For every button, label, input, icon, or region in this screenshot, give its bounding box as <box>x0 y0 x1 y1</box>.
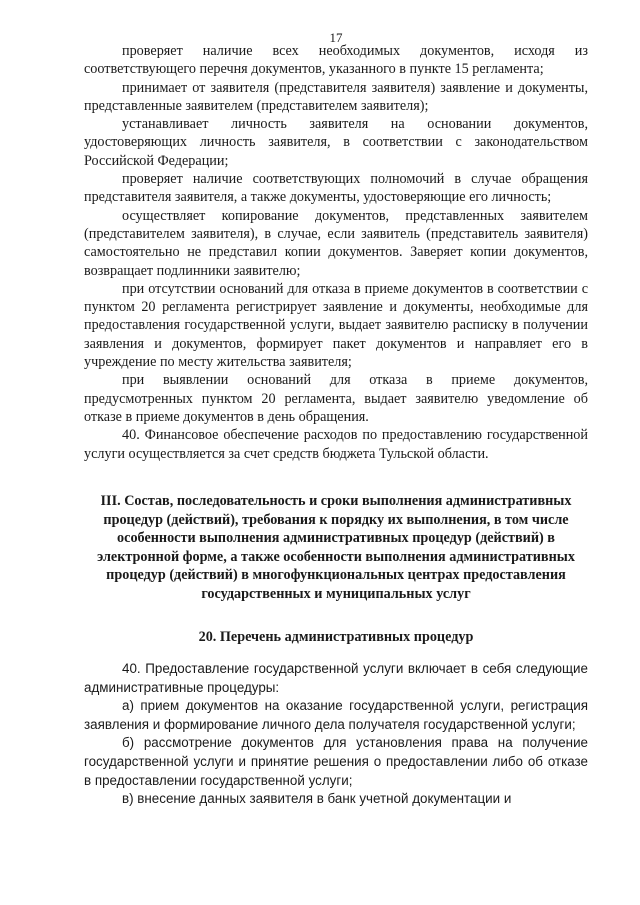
paragraph-register-application: при отсутствии оснований для отказа в приеме документов в соответствии с пунктом 20 регламента регистрирует заявление и документы, необходимые для предоставления государственной услуги, выдает заявителю расписку в получении заявления и документов, формирует пакет документов и направляет его в учреждение по месту жительства заявителя; <box>84 280 588 371</box>
body-text <box>84 42 588 463</box>
paragraph-identify-applicant: устанавливает личность заявителя на основании документов, удостоверяющих личность заявителя, в соответствии с законодательством Российской Федерации; <box>84 116 588 169</box>
paragraph-accept-application: принимает от заявителя (представителя заявителя) заявление и документы, представленные заявителем (представителем заявителя); <box>84 79 588 114</box>
sub-heading: 20. Перечень административных процедур <box>198 629 474 645</box>
paragraph-check-authority: проверяет наличие соответствующих полномочий в случае обращения представителя заявителя, а также документы, удостоверяющие его личность; <box>84 171 588 206</box>
paragraph-refusal-notice: при выявлении оснований для отказа в приеме документов, предусмотренных пунктом 20 регламента, выдает заявителю уведомление об отказе в приеме документов в день обращения. <box>84 372 588 425</box>
procedure-item-a: а) прием документов на оказание государственной услуги, регистрация заявления и формирование личного дела получателя государственной услуги; <box>84 698 588 732</box>
paragraph-check-documents: проверяет наличие всех необходимых документов, исходя из соответствующего перечня документов, указанного в пункте 15 регламента; <box>84 43 588 78</box>
page-number: 17 <box>329 30 343 45</box>
procedures-list <box>84 660 588 809</box>
paragraph-financing: 40. Финансовое обеспечение расходов по предоставлению государственной услуги осуществляется за счет средств бюджета Тульской области. <box>84 427 588 462</box>
procedure-item-v: в) внесение данных заявителя в банк учетной документации и <box>122 791 512 807</box>
paragraph-copy-documents: осуществляет копирование документов, представленных заявителем (представителем заявителя), в случае, если заявитель (представитель заявителя) самостоятельно не представил копии документов. Заверяет копии документов, возвращает подлинники заявителю; <box>84 207 588 279</box>
section-heading: III. Состав, последовательность и сроки выполнения административных процедур (действий), требования к порядку их выполнения, в том числе особенности выполнения административных процедур (действий) в электронной форме, а также особенности выполнения административных процедур (действий) в многофункциональных центрах предоставления государственных и муниципальных услуг <box>97 493 575 602</box>
procedure-item-b: б) рассмотрение документов для установления права на получение государственной услуги и принятие решения о предоставлении либо об отказе в предоставлении государственной услуги; <box>84 735 588 788</box>
procedures-intro: 40. Предоставление государственной услуги включает в себя следующие административные процедуры: <box>84 661 588 695</box>
